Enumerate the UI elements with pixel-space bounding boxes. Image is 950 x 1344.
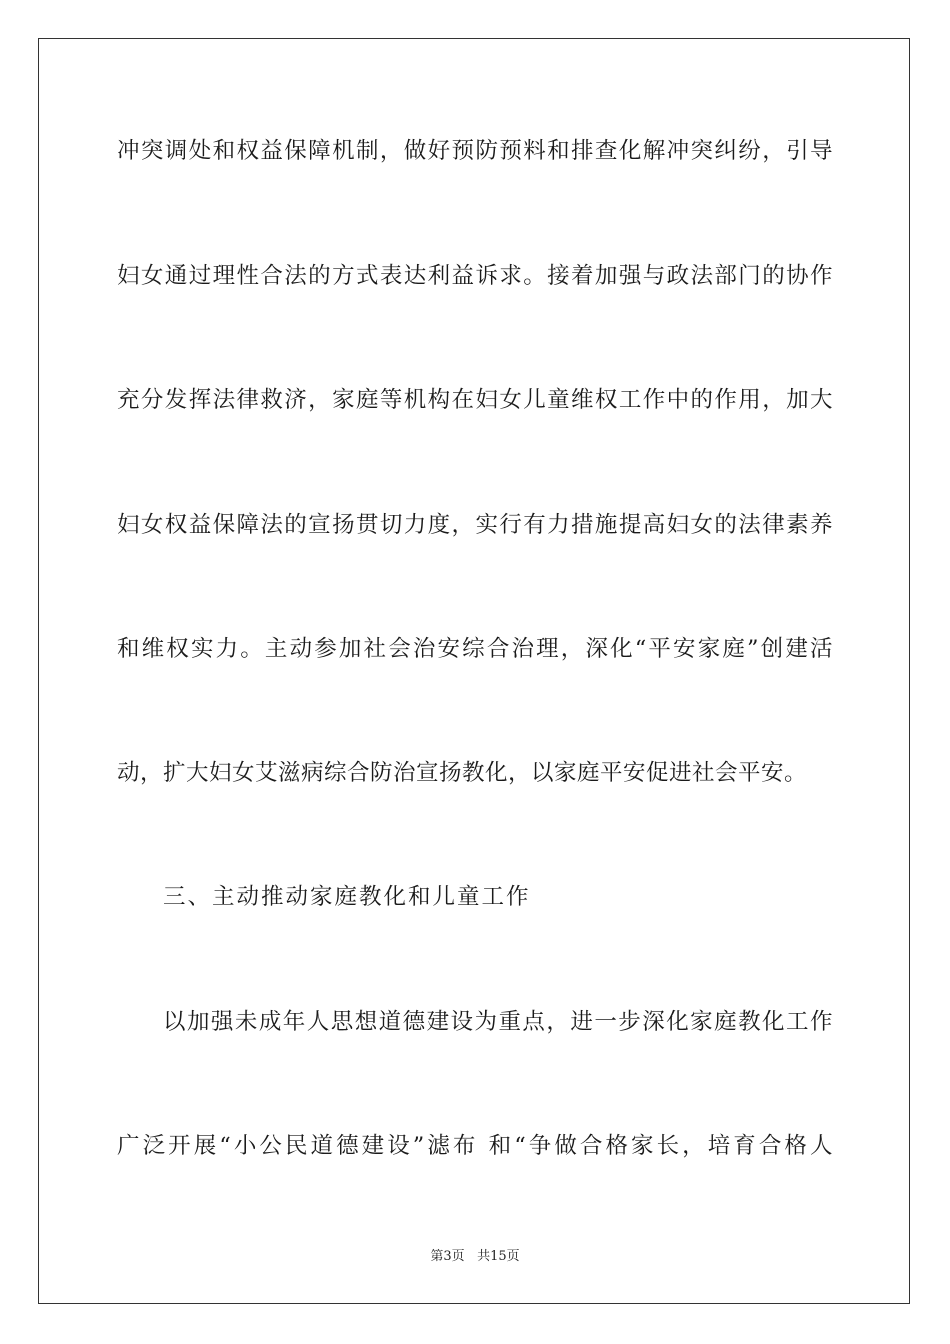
- page-footer: [0, 1249, 950, 1265]
- body-text-line: 广泛开展“小公民道德建设”滤布 和“争做合格家长，培育合格人: [117, 1133, 833, 1159]
- body-text-line: 冲突调处和权益保障机制，做好预防预料和排查化解冲突纠纷，引导: [117, 138, 833, 164]
- body-text-line: 和维权实力。主动参加社会治安综合治理，深化“平安家庭”创建活: [117, 636, 833, 662]
- body-text-line: 妇女通过理性合法的方式表达利益诉求。接着加强与政法部门的协作: [117, 263, 833, 289]
- body-text-line: 妇女权益保障法的宣扬贯切力度，实行有力措施提高妇女的法律素养: [117, 512, 833, 538]
- page-total: 共15页: [477, 1249, 520, 1264]
- section-heading: 三、主动推动家庭教化和儿童工作: [163, 884, 531, 910]
- body-text-line: 动，扩大妇女艾滋病综合防治宣扬教化，以家庭平安促进社会平安。: [117, 760, 808, 786]
- page-number: 第3页: [430, 1249, 465, 1264]
- body-text-line: 充分发挥法律救济，家庭等机构在妇女儿童维权工作中的作用，加大: [117, 387, 833, 413]
- body-text-line: 以加强未成年人思想道德建设为重点，进一步深化家庭教化工作: [163, 1009, 833, 1035]
- page-border: [38, 38, 910, 1304]
